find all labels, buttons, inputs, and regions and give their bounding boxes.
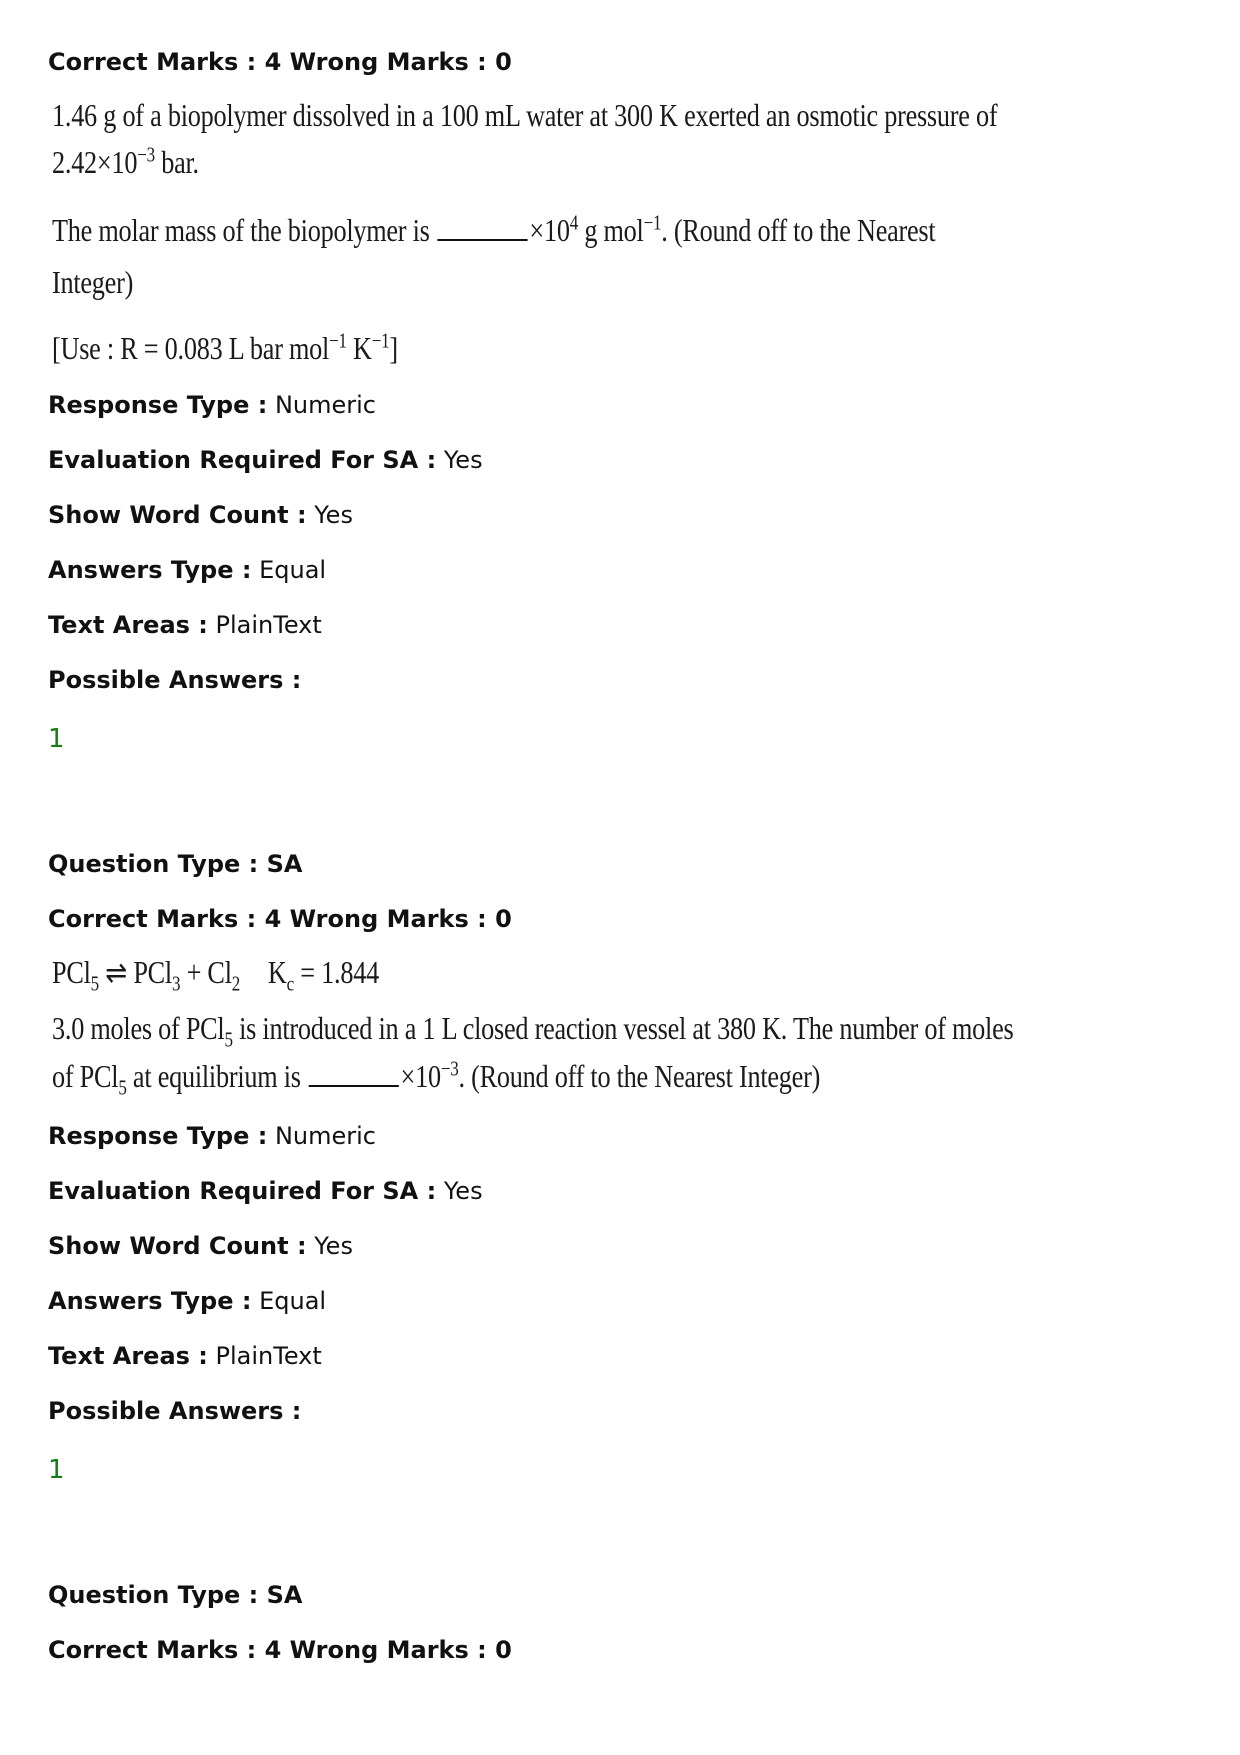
q2-marks: Correct Marks : 4 Wrong Marks : 0 (48, 905, 512, 933)
q2-response-type: Response Type : Numeric (48, 1122, 376, 1150)
q1-text-areas: Text Areas : PlainText (48, 611, 322, 639)
q1-use-constant: [Use : R = 0.083 L bar mol$^{-1}$ $K^{-1}$] (52, 329, 398, 366)
q1-answers-type: Answers Type : Equal (48, 556, 327, 584)
q2-possible-answers-label: Possible Answers : (48, 1397, 302, 1425)
q2-statement-line2: of PCl$_5$ at equilibrium is $\times 10^{-3}$. (Round off to the Nearest Integer) (52, 1057, 821, 1100)
q3-question-type: Question Type : SA (48, 1581, 303, 1609)
q1-show-word-count: Show Word Count : Yes (48, 501, 353, 529)
q1-question-line1: The molar mass of the biopolymer is $\times 10^4$ g mol$^{-1}$. (Round off to the Nearest (52, 211, 936, 248)
q1-statement-line1: 1.46 g of a biopolymer dissolved in a 100 mL water at 300 K exerted an osmotic pressure of (52, 97, 998, 133)
q1-possible-answers-label: Possible Answers : (48, 666, 302, 694)
q1-possible-answer-value: 1 (48, 724, 65, 754)
q1-evaluation-required: Evaluation Required For SA : Yes (48, 446, 483, 474)
q1-statement-line2: $2.42\times 10^{-3}$ bar. (52, 143, 199, 180)
answer-blank (309, 1057, 399, 1087)
q2-question-type: Question Type : SA (48, 850, 303, 878)
q2-show-word-count: Show Word Count : Yes (48, 1232, 353, 1260)
q2-possible-answer-value: 1 (48, 1455, 65, 1485)
q1-question-line2: Integer) (52, 264, 134, 300)
q2-answers-type: Answers Type : Equal (48, 1287, 327, 1315)
q3-marks: Correct Marks : 4 Wrong Marks : 0 (48, 1636, 512, 1664)
q2-statement-line1: 3.0 moles of PCl$_5$ is introduced in a 1 L closed reaction vessel at 380 K. The number of moles (52, 1010, 1014, 1052)
answer-blank (438, 211, 528, 241)
q1-response-type: Response Type : Numeric (48, 391, 376, 419)
q1-marks: Correct Marks : 4 Wrong Marks : 0 (48, 48, 512, 76)
q2-equation: PCl$_5$ ⇌ $PCl_3 + Cl_2$ $K_c = 1.844$ (52, 954, 379, 996)
q2-evaluation-required: Evaluation Required For SA : Yes (48, 1177, 483, 1205)
q2-text-areas: Text Areas : PlainText (48, 1342, 322, 1370)
